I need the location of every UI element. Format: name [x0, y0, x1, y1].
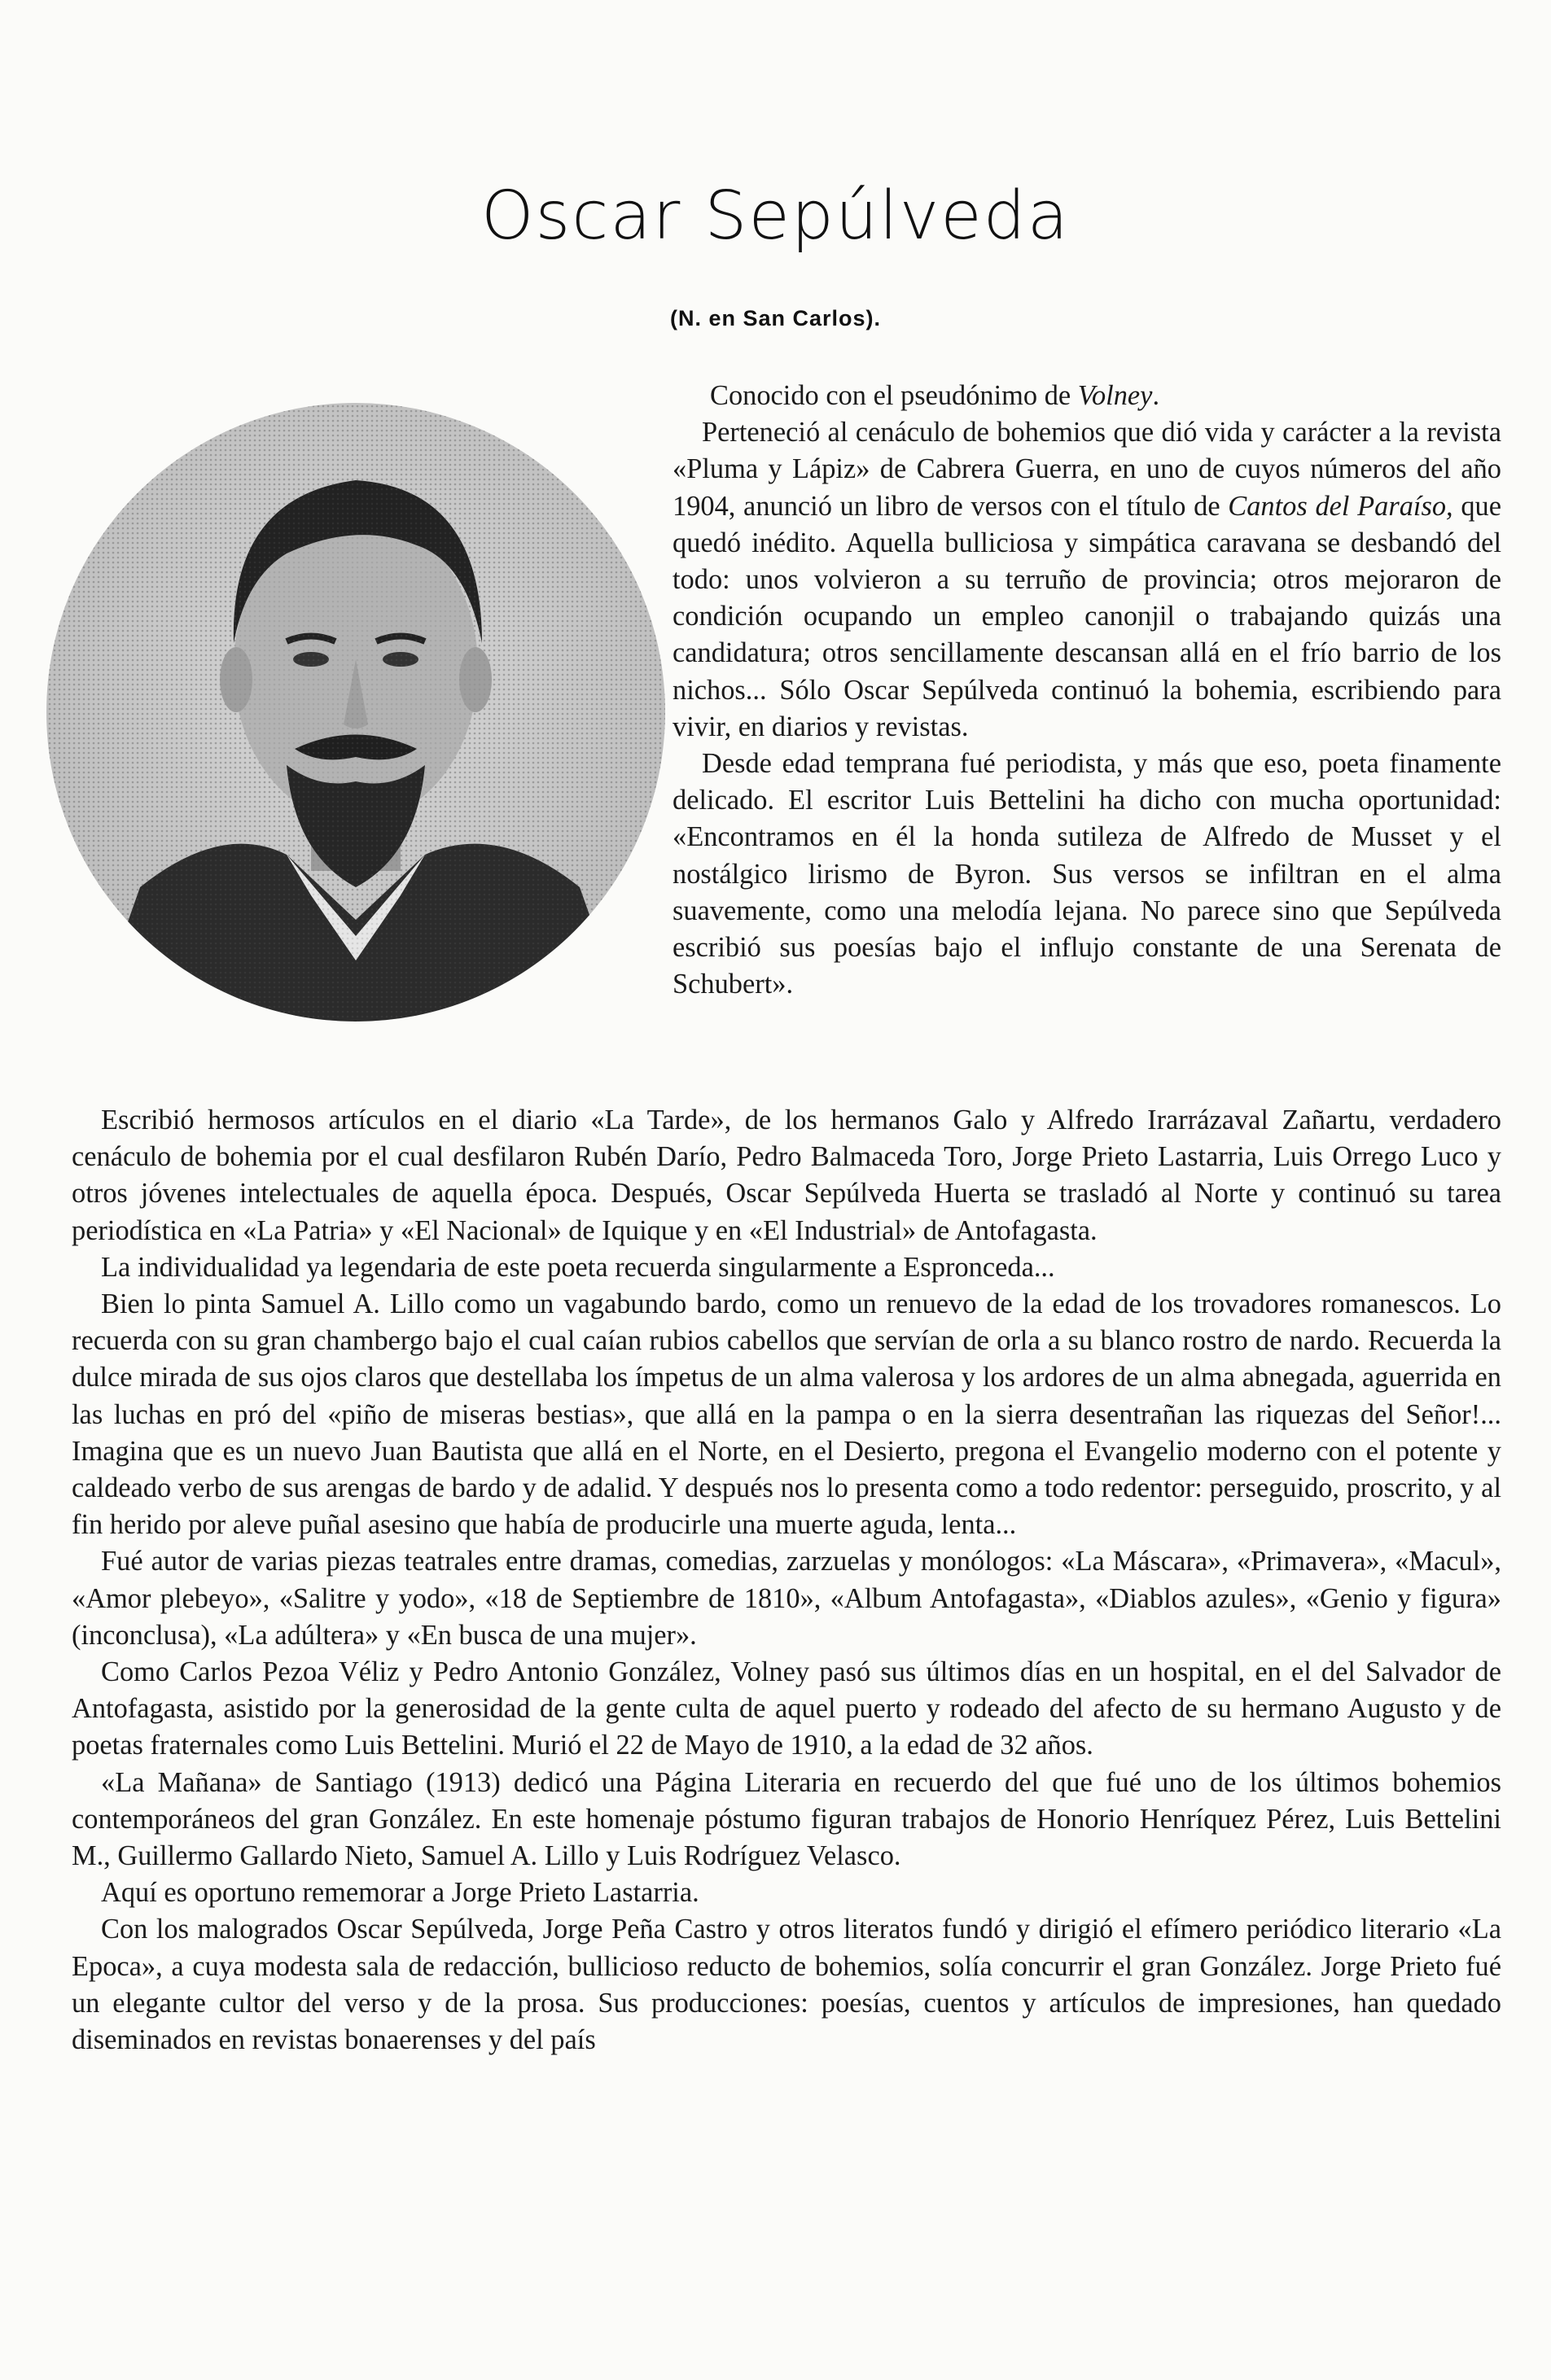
- paragraph: Desde edad temprana fué periodista, y más que eso, poeta finamente delicado. El escritor Luis Bettelini ha dicho con mucha oportunidad: «Encontramos en él la honda sutileza de Alfredo de Musset y el nostálgico lirismo de Byron. Sus versos se infiltran en el alma suavemente, como una melodía lejana. No parece sino que Sepúlveda escribió sus poesías bajo el influjo constante de una Serenata de Schubert».: [673, 748, 1501, 1000]
- paragraph: Como Carlos Pezoa Véliz y Pedro Antonio González, Volney pasó sus últimos días en un hospital, en el del Salvador de Antofagasta, asistido por la generosidad de la gente culta de aquel puerto y rodeado del afecto de su hermano Augusto y de poetas fraternales como Luis Bettelini. Murió el 22 de Mayo de 1910, a la edad de 32 años.: [72, 1656, 1501, 1761]
- paragraph: Aquí es oportuno rememorar a Jorge Prieto Lastarria.: [101, 1877, 699, 1909]
- right-column-text: [673, 378, 1501, 1003]
- paragraph: Conocido con el pseudónimo de Volney.: [710, 380, 1160, 411]
- page-title: Oscar Sepúlveda: [481, 177, 1070, 255]
- portrait-photo: [42, 399, 669, 1026]
- paragraph: Fué autor de varias piezas teatrales entre dramas, comedias, zarzuelas y monólogos: «La Máscara», «Primavera», «Macul», «Amor plebeyo», «Salitre y yodo», «18 de Septiembre de 1810», «Album Antofagasta», «Diablos azules», «Genio y figura» (inconclusa), «La adúltera» y «En busca de una mujer».: [72, 1546, 1501, 1651]
- paragraph: Con los malogrados Oscar Sepúlveda, Jorge Peña Castro y otros literatos fundó y dirigió el efímero periódico literario «La Epoca», a cuya modesta sala de redacción, bullicioso reducto de bohemios, solía concurrir el gran González. Jorge Prieto fué un elegante cultor del verso y de la prosa. Sus producciones: poesías, cuentos y artículos de impresiones, han quedado diseminados en revistas bonaerenses y del país: [72, 1914, 1501, 2056]
- paragraph: «La Mañana» de Santiago (1913) dedicó una Página Literaria en recuerdo del que fué uno de los últimos bohemios contemporáneos del gran González. En este homenaje póstumo figuran trabajos de Honorio Henríquez Pérez, Luis Bettelini M., Guillermo Gallardo Nieto, Samuel A. Lillo y Luis Rodríguez Velasco.: [72, 1766, 1501, 1872]
- paragraph: Escribió hermosos artículos en el diario «La Tarde», de los hermanos Galo y Alfredo Irarrázaval Zañartu, verdadero cenáculo de bohemia por el cual desfilaron Rubén Darío, Pedro Balmaceda Toro, Jorge Prieto Lastarria, Luis Orrego Luco y otros jóvenes intelectuales de aquella época. Después, Oscar Sepúlveda Huerta se trasladó al Norte y continuó su tarea periodística en «La Patria» y «El Nacional» de Iquique y en «El Industrial» de Antofagasta.: [72, 1105, 1501, 1246]
- paragraph: La individualidad ya legendaria de este poeta recuerda singularmente a Espronceda...: [101, 1251, 1055, 1283]
- full-width-text: [72, 1102, 1501, 2058]
- paragraph: Bien lo pinta Samuel A. Lillo como un vagabundo bardo, como un renuevo de la edad de los trovadores romanescos. Lo recuerda con su gran chambergo bajo el cual caían rubios cabellos que servían de orla a su blanco rostro de nardo. Recuerda la dulce mirada de sus ojos claros que destellaba los ímpetus de un alma valerosa y los ardores de un alma abnegada, aguerrida en las luchas en pró del «piño de miseras bestias», que allá en la pampa o en la sierra desentrañan las riquezas del Señor!... Imagina que es un nuevo Juan Bautista que allá en el Norte, en el Desierto, pregona el Evangelio moderno con el potente y caldeado verbo de sus arengas de bardo y de adalid. Y después nos lo presenta como a todo redentor: perseguido, proscrito, y al fin herido por aleve puñal asesino que había de producirle una muerte aguda, lenta...: [72, 1288, 1501, 1541]
- birthplace-note: (N. en San Carlos).: [669, 306, 882, 330]
- paragraph: Perteneció al cenáculo de bohemios que dió vida y carácter a la revista «Pluma y Lápiz» de Cabrera Guerra, en uno de cuyos números del año 1904, anunció un libro de versos con el título de Cantos del Paraíso, que quedó inédito. Aquella bulliciosa y simpática caravana se desbandó del todo: unos volvieron a su terruño de provincia; otros mejoraron de condición ocupando un empleo canonjil o trabajando quizás una candidatura; otros sencillamente descansan allá en el frío barrio de los nichos... Sólo Oscar Sepúlveda continuó la bohemia, escribiendo para vivir, en diarios y revistas.: [673, 417, 1501, 742]
